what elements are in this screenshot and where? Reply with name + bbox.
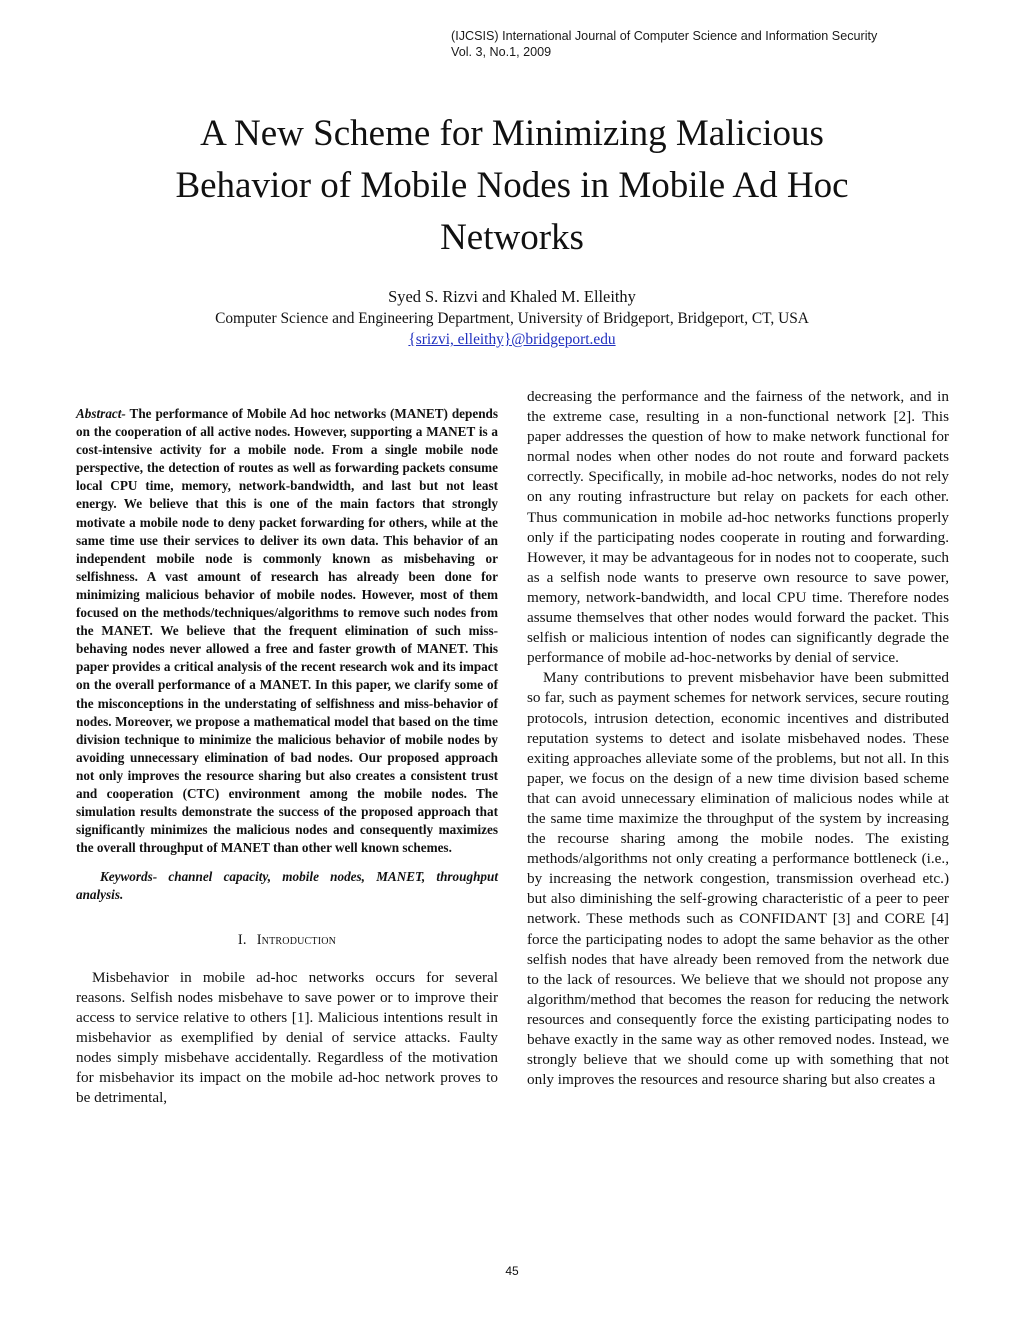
title-line: Networks xyxy=(440,217,584,258)
keywords: Keywords- channel capacity, mobile nodes, MANET, throughput analysis. xyxy=(76,869,498,903)
intro-paragraph: Misbehavior in mobile ad-hoc networks occurs for several reasons. Selfish nodes misbehave to save power or to improve their access to service relative to others [1]. Malicious intentions result in misbehavior as exemplified by denial of service attacks. Faulty nodes simply misbehave accidentally. Regardless of the motivation for misbehavior its impact on the mobile ad-hoc network proves to be detrimental, xyxy=(76,968,498,1107)
journal-volume: Vol. 3, No.1, 2009 xyxy=(451,45,552,59)
abstract-text: The performance of Mobile Ad hoc networks (MANET) depends on the cooperation of all active nodes. However, supporting a MANET is a cost-intensive activity for a mobile node. From a single mobile node perspective, the detection of routes as well as forwarding packets consume local CPU time, memory, network-bandwidth, and last but not least energy. We believe that this is one of the main factors that strongly motivate a mobile node to deny packet forwarding for others, while at the same time use their services to deliver its own data. This behavior of an independent mobile node is commonly known as misbehaving or selfishness. A vast amount of research has already been done for minimizing malicious behavior of mobile nodes. However, most of them focused on the methods/techniques/algorithms to remove such nodes from the MANET. We believe that the frequent elimination of such miss-behaving nodes never allowed a free and faster growth of MANET. This paper provides a critical analysis of the recent research wok and its impact on the overall performance of a MANET. In this paper, we clarify some of the misconceptions in the understating of selfishness and miss-behavior of nodes. Moreover, we propose a mathematical model that based on the time division technique to minimize the malicious behavior of mobile nodes by avoiding unnecessary elimination of bad nodes. Our proposed approach not only improves the resource sharing but also creates a consistent trust and cooperation (CTC) environment among the mobile nodes. The simulation results demonstrate the success of the proposed approach that significantly minimizes the malicious nodes and consequently maximizes the overall throughput of MANET than other well known schemes. xyxy=(76,406,498,856)
left-column xyxy=(76,405,498,1108)
section-heading-introduction xyxy=(76,930,498,950)
abstract xyxy=(76,405,498,857)
email-link[interactable]: {srizvi, elleithy}@bridgeport.edu xyxy=(408,331,616,348)
body-paragraph: decreasing the performance and the fairness of the network, and in the extreme case, resulting in a non-functional network [2]. This paper addresses the question of how to make network functional for normal nodes when other nodes do not route and forward packets correctly. Specifically, in mobile ad-hoc networks, nodes do not rely on any routing infrastructure but relay on packets for each other. Thus communication in mobile ad-hoc networks functions properly only if the participating nodes cooperate in routing and forwarding. However, it may be advantageous for in nodes not to cooperate, such as a selfish node wants to preserve own resource to save power, memory, network-bandwidth, and local CPU time. Therefore nodes assume themselves that other nodes would forward the packet. This selfish or malicious intention of nodes can significantly degrade the performance of mobile ad-hoc-networks by denial of service. xyxy=(527,388,949,667)
title-line: A New Scheme for Minimizing Malicious xyxy=(200,113,824,154)
affiliation: Computer Science and Engineering Department, University of Bridgeport, Bridgeport, CT, USA xyxy=(215,310,809,327)
authors: Syed S. Rizvi and Khaled M. Elleithy xyxy=(388,287,636,306)
abstract-label: Abstract- xyxy=(76,406,126,421)
body-paragraph: Many contributions to prevent misbehavior have been submitted so far, such as payment schemes for network services, secure routing protocols, intrusion detection, economic incentives and distributed reputation systems to detect and isolate misbehaved nodes. These exiting approaches alleviate some of the problems, but not all. In this paper, we focus on the design of a new time division based scheme that can avoid unnecessary elimination of malicious nodes while at the same time maximize the throughput of the system by increasing the recourse sharing among the mobile nodes. The existing methods/algorithms not only creating a performance bottleneck (i.e., by increasing the network congestion, transmission overhead etc.) but also diminishing the self-growing characteristic of a peer to peer network. These methods such as CONFIDANT [3] and CORE [4] force the participating nodes to adopt the same behavior as the other selfish nodes that have already been removed from the network due to the lack of resources. We believe that we should not propose any algorithm/method that becomes the reason for reducing the network resources and consequently force the existing participating nodes to behave exactly in the same way as other removed nodes. Instead, we strongly believe that we should come up with something that not only improves the resources and resource sharing but also creates a xyxy=(527,669,949,1089)
journal-name: (IJCSIS) International Journal of Computer Science and Information Security xyxy=(451,29,878,43)
title-line: Behavior of Mobile Nodes in Mobile Ad Hoc xyxy=(175,165,849,206)
right-column xyxy=(527,387,949,1090)
section-number: I. xyxy=(237,931,247,948)
email-line xyxy=(112,330,912,350)
paper-title xyxy=(112,108,912,264)
page-number: 45 xyxy=(505,1264,519,1278)
journal-header xyxy=(451,28,971,60)
section-title: Introduction xyxy=(256,931,337,948)
